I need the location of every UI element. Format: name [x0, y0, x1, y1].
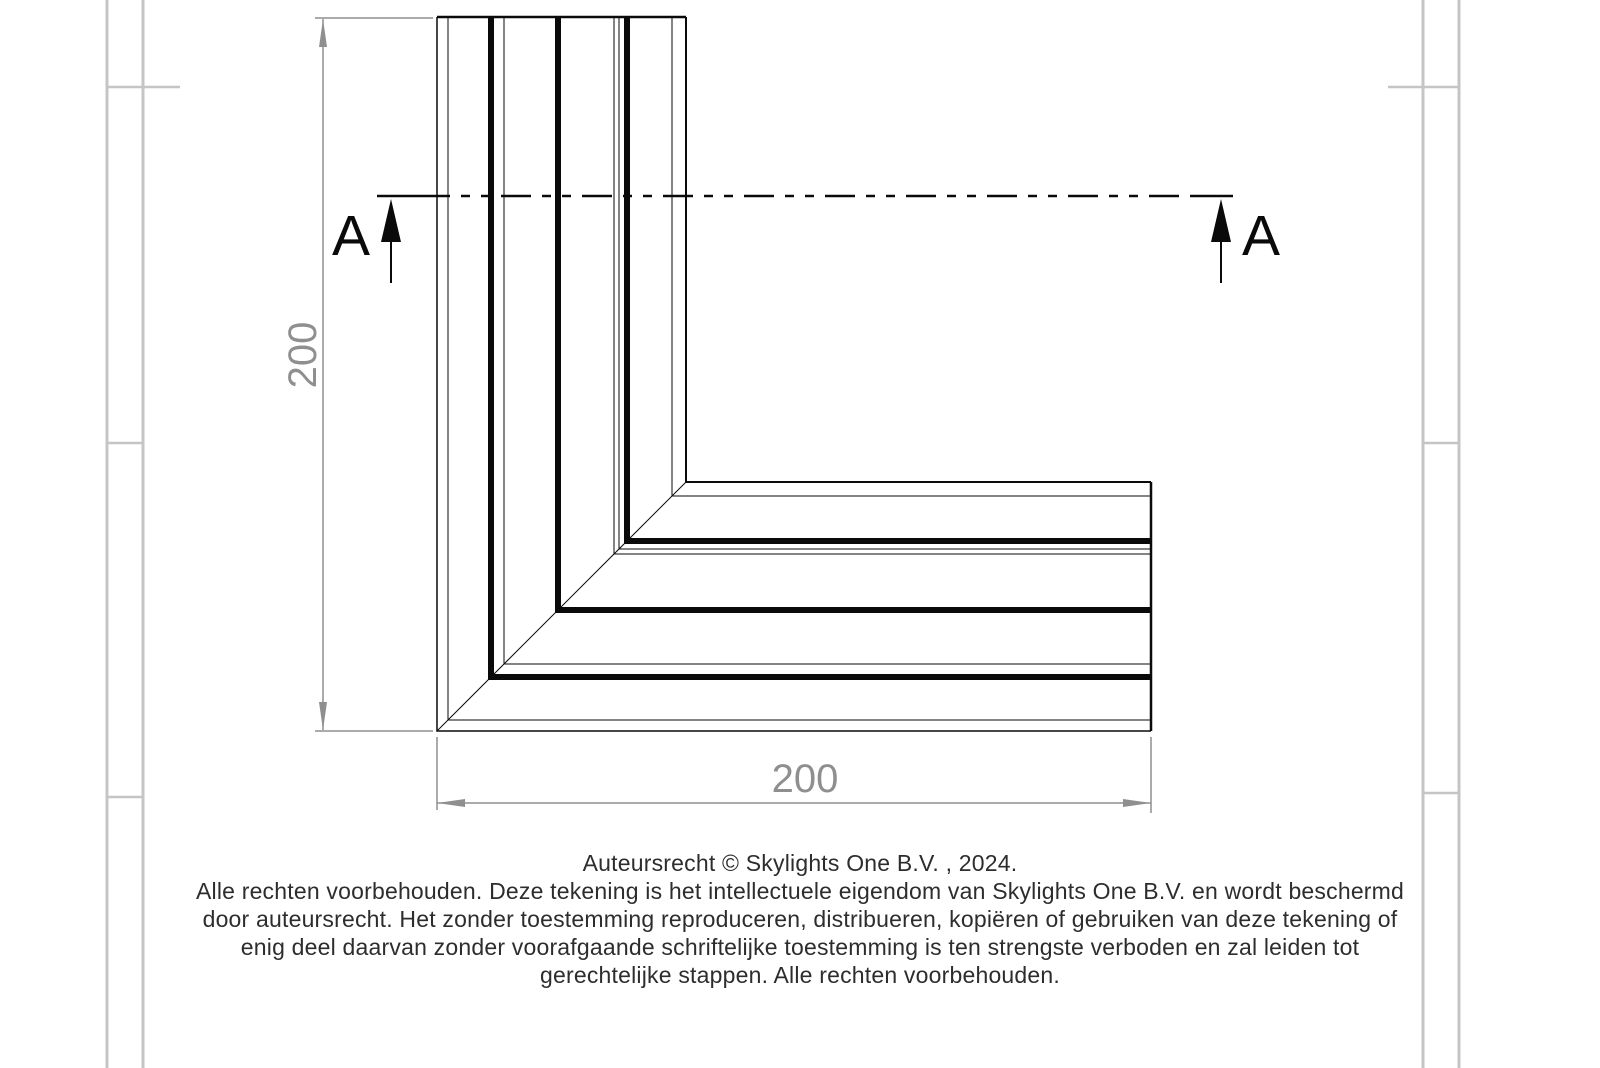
section-label-right: A	[1241, 204, 1281, 268]
section-label-left: A	[331, 204, 371, 268]
section-arrow	[1211, 199, 1231, 242]
copyright-block	[0, 849, 1600, 989]
profile-contour-line	[672, 17, 1151, 496]
dim-arrow-left	[437, 799, 465, 807]
section-cut-line	[377, 196, 1233, 283]
dim-arrow-down	[319, 702, 327, 730]
dimension-annotations	[315, 18, 1151, 813]
dim-arrow-right	[1123, 799, 1151, 807]
copyright-line: enig deel daarvan zonder voorafgaande schriftelijke toestemming is ten strengste verboden en zal leiden tot	[240, 934, 1360, 960]
profile-contour-line	[619, 17, 1151, 549]
copyright-line: Alle rechten voorbehouden. Deze tekening is het intellectuele eigendom van Skylights One B.V. en wordt beschermd	[195, 878, 1405, 904]
copyright-line: gerechtelijke stappen. Alle rechten voorbehouden.	[540, 962, 1060, 988]
section-arrow	[381, 199, 401, 242]
profile-contour-line	[627, 17, 1151, 541]
profile-corner-outline	[437, 17, 1151, 731]
dim-arrow-up	[319, 19, 327, 47]
profile-contour-line	[614, 17, 1151, 554]
copyright-line: door auteursrecht. Het zonder toestemming reproduceren, distribueren, kopiëren of gebruiken van deze tekening of	[202, 906, 1398, 932]
profile-contour-line	[686, 17, 1151, 482]
copyright-line: Auteursrecht © Skylights One B.V. , 2024.	[582, 850, 1018, 876]
miter-joint-line	[437, 482, 686, 731]
dim-label-horizontal: 200	[771, 757, 839, 801]
dim-label-vertical: 200	[281, 321, 325, 389]
